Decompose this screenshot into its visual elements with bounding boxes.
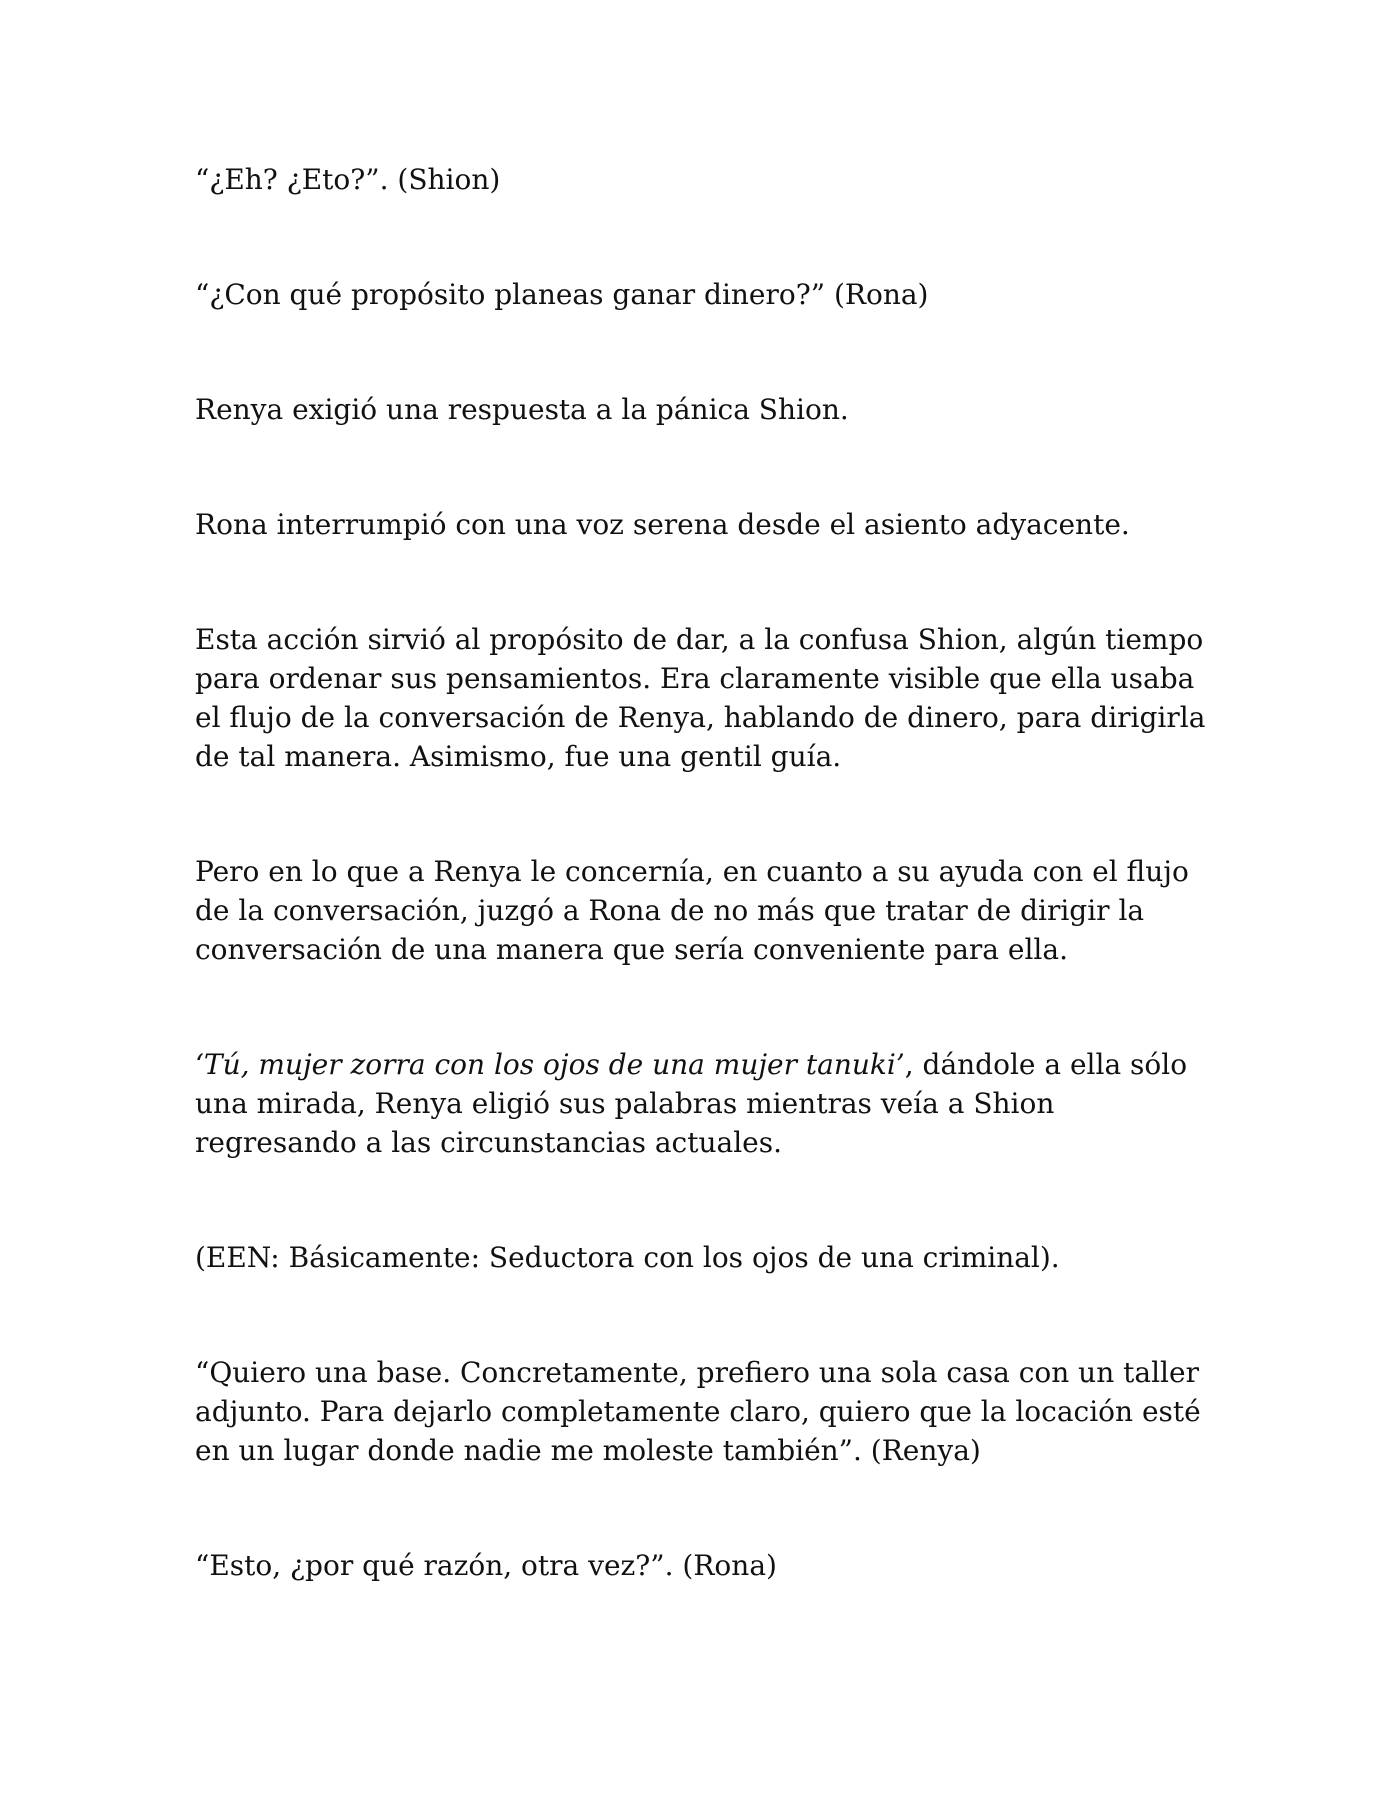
paragraph-6: Pero en lo que a Renya le concernía, en cuanto a su ayuda con el flujo de la conversación, juzgó a Rona de no más que tratar de dirigir la conversación de una manera que sería conveniente para ella. <box>195 855 1189 966</box>
paragraph-9: “Quiero una base. Concretamente, prefiero una sola casa con un taller adjunto. Para dejarlo completamente claro, quiero que la locación esté en un lugar donde nadie me moleste también”. (Renya) <box>195 1356 1201 1467</box>
paragraph-1: “¿Eh? ¿Eto?”. (Shion) <box>195 163 501 196</box>
paragraph-7 <box>195 1045 1215 1162</box>
paragraph-5: Esta acción sirvió al propósito de dar, a la confusa Shion, algún tiempo para ordenar sus pensamientos. Era claramente visible que ella usaba el flujo de la conversación de Renya, hablando de dinero, para dirigirla de tal manera. Asimismo, fue una gentil guía. <box>195 623 1206 773</box>
italic-quote: ‘Tú, mujer zorra con los ojos de una mujer tanuki’ <box>195 1048 905 1081</box>
paragraph-3: Renya exigió una respuesta a la pánica Shion. <box>195 393 849 426</box>
paragraph-4: Rona interrumpió con una voz serena desde el asiento adyacente. <box>195 508 1130 541</box>
paragraph-7-text: , dándole a ella sólo una mirada, Renya eligió sus palabras mientras veía a Shion regresando a las circunstancias actuales. <box>195 1048 1188 1159</box>
paragraph-2: “¿Con qué propósito planeas ganar dinero?” (Rona) <box>195 278 929 311</box>
paragraph-10: “Esto, ¿por qué razón, otra vez?”. (Rona) <box>195 1549 777 1582</box>
paragraph-8: (EEN: Básicamente: Seductora con los ojos de una criminal). <box>195 1241 1060 1274</box>
document-body <box>195 160 1215 1585</box>
